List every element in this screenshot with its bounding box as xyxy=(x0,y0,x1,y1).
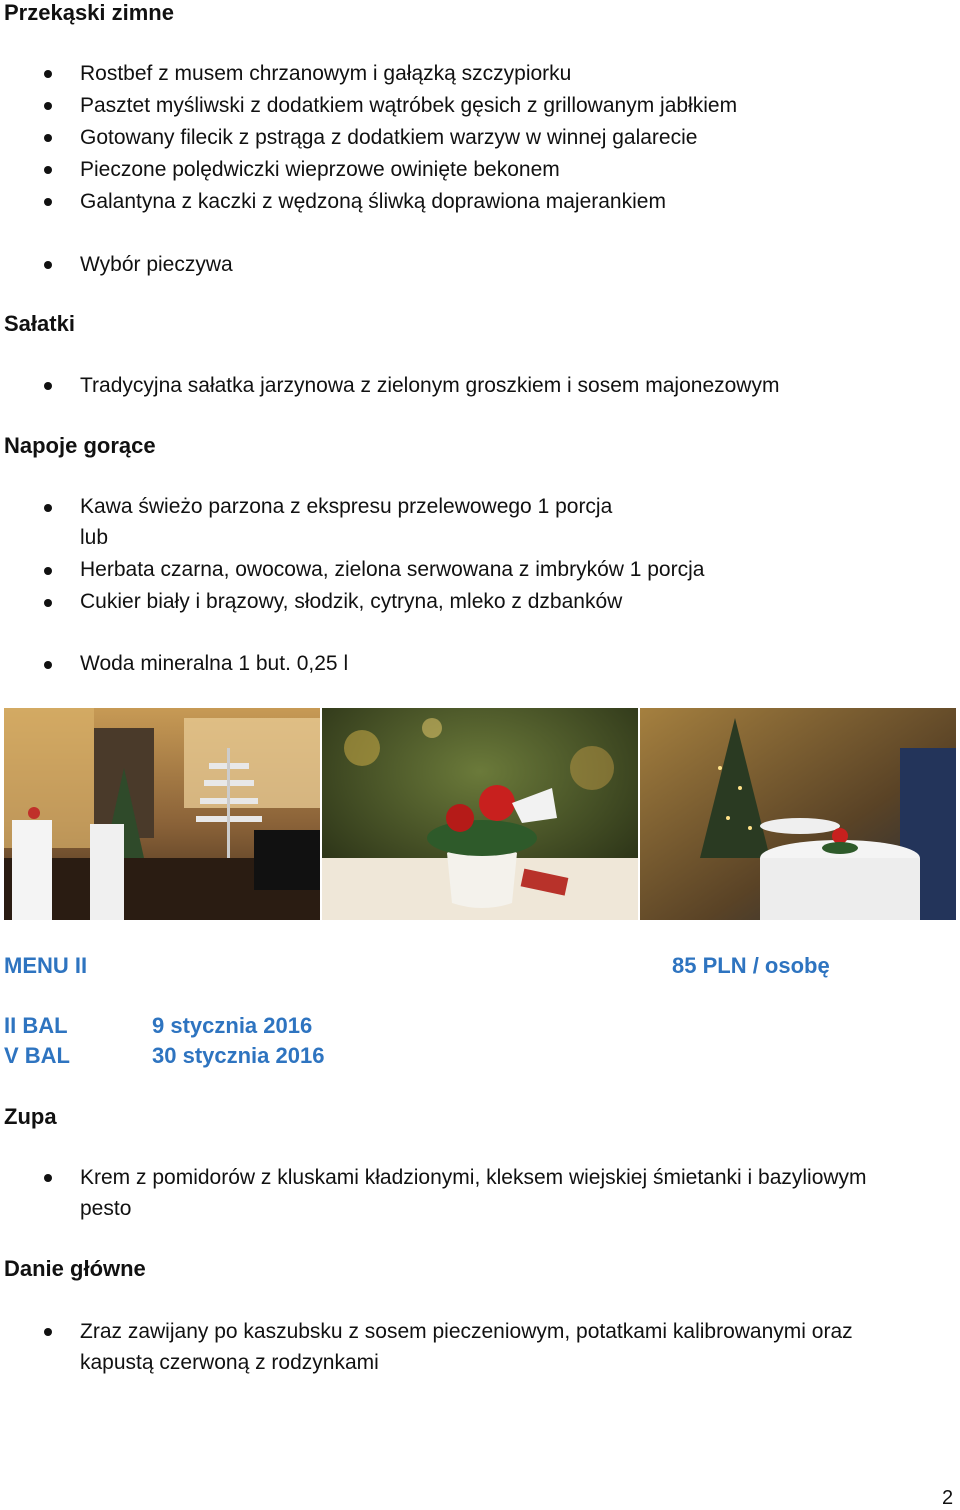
section-heading-main-course: Danie główne xyxy=(4,1256,146,1281)
bullet-icon xyxy=(44,198,52,206)
ball-date: 9 stycznia 2016 xyxy=(152,1013,313,1038)
bullet-icon xyxy=(44,1328,52,1336)
list-item: Tradycyjna sałatka jarzynowa z zielonym groszkiem i sosem majonezowym xyxy=(80,374,780,397)
bullet-icon xyxy=(44,102,52,110)
list-item: Gotowany filecik z pstrąga z dodatkiem warzyw w winnej galarecie xyxy=(80,126,698,149)
bullet-icon xyxy=(44,382,52,390)
list-item: Woda mineralna 1 but. 0,25 l xyxy=(80,652,349,675)
list-item: Galantyna z kaczki z wędzoną śliwką doprawiona majerankiem xyxy=(80,190,666,213)
photo-tables-image xyxy=(640,708,956,920)
bullet-icon xyxy=(44,261,52,269)
list-item: Pieczone polędwiczki wieprzowe owinięte bekonem xyxy=(80,158,560,181)
section-heading-hot-drinks: Napoje gorące xyxy=(4,433,156,458)
section-heading-cold-appetizers: Przekąski zimne xyxy=(4,0,174,25)
list-item: Rostbef z musem chrzanowym i gałązką szczypiorku xyxy=(80,62,572,85)
list-item: Pasztet myśliwski z dodatkiem wątróbek gęsich z grillowanym jabłkiem xyxy=(80,94,738,117)
section-heading-soup: Zupa xyxy=(4,1104,57,1129)
list-item: Cukier biały i brązowy, słodzik, cytryna, mleko z dzbanków xyxy=(80,590,623,613)
ball-date: 30 stycznia 2016 xyxy=(152,1043,325,1068)
bullet-icon xyxy=(44,1174,52,1182)
photo-hall-with-christmas-decor xyxy=(4,708,320,920)
list-item-continuation: pesto xyxy=(80,1197,132,1220)
list-item: Krem z pomidorów z kluskami kładzionymi, kleksem wiejskiej śmietanki i bazyliowym xyxy=(80,1166,867,1189)
list-item: Kawa świeżo parzona z ekspresu przelewowego 1 porcja xyxy=(80,495,613,518)
photo-decoration-image xyxy=(322,708,638,920)
bullet-icon xyxy=(44,134,52,142)
list-item-or: lub xyxy=(80,526,109,549)
ball-label: II BAL xyxy=(4,1013,68,1038)
list-item: Herbata czarna, owocowa, zielona serwowana z imbryków 1 porcja xyxy=(80,558,705,581)
list-item-continuation: kapustą czerwoną z rodzynkami xyxy=(80,1351,379,1374)
photo-table-decoration xyxy=(322,708,638,920)
page-number: 2 xyxy=(942,1487,954,1509)
menu-price: 85 PLN / osobę xyxy=(672,953,830,978)
photo-cocktail-tables xyxy=(640,708,956,920)
ball-label: V BAL xyxy=(4,1043,70,1068)
menu-title: MENU II xyxy=(4,953,88,978)
bullet-icon xyxy=(44,70,52,78)
bullet-icon xyxy=(44,567,52,575)
bullet-icon xyxy=(44,504,52,512)
photo-hall-image xyxy=(4,708,320,920)
list-item: Zraz zawijany po kaszubsku z sosem pieczeniowym, potatkami kalibrowanymi oraz xyxy=(80,1320,853,1343)
bullet-icon xyxy=(44,166,52,174)
section-heading-salads: Sałatki xyxy=(4,311,75,336)
bullet-icon xyxy=(44,599,52,607)
bullet-icon xyxy=(44,661,52,669)
list-item: Wybór pieczywa xyxy=(80,253,233,276)
